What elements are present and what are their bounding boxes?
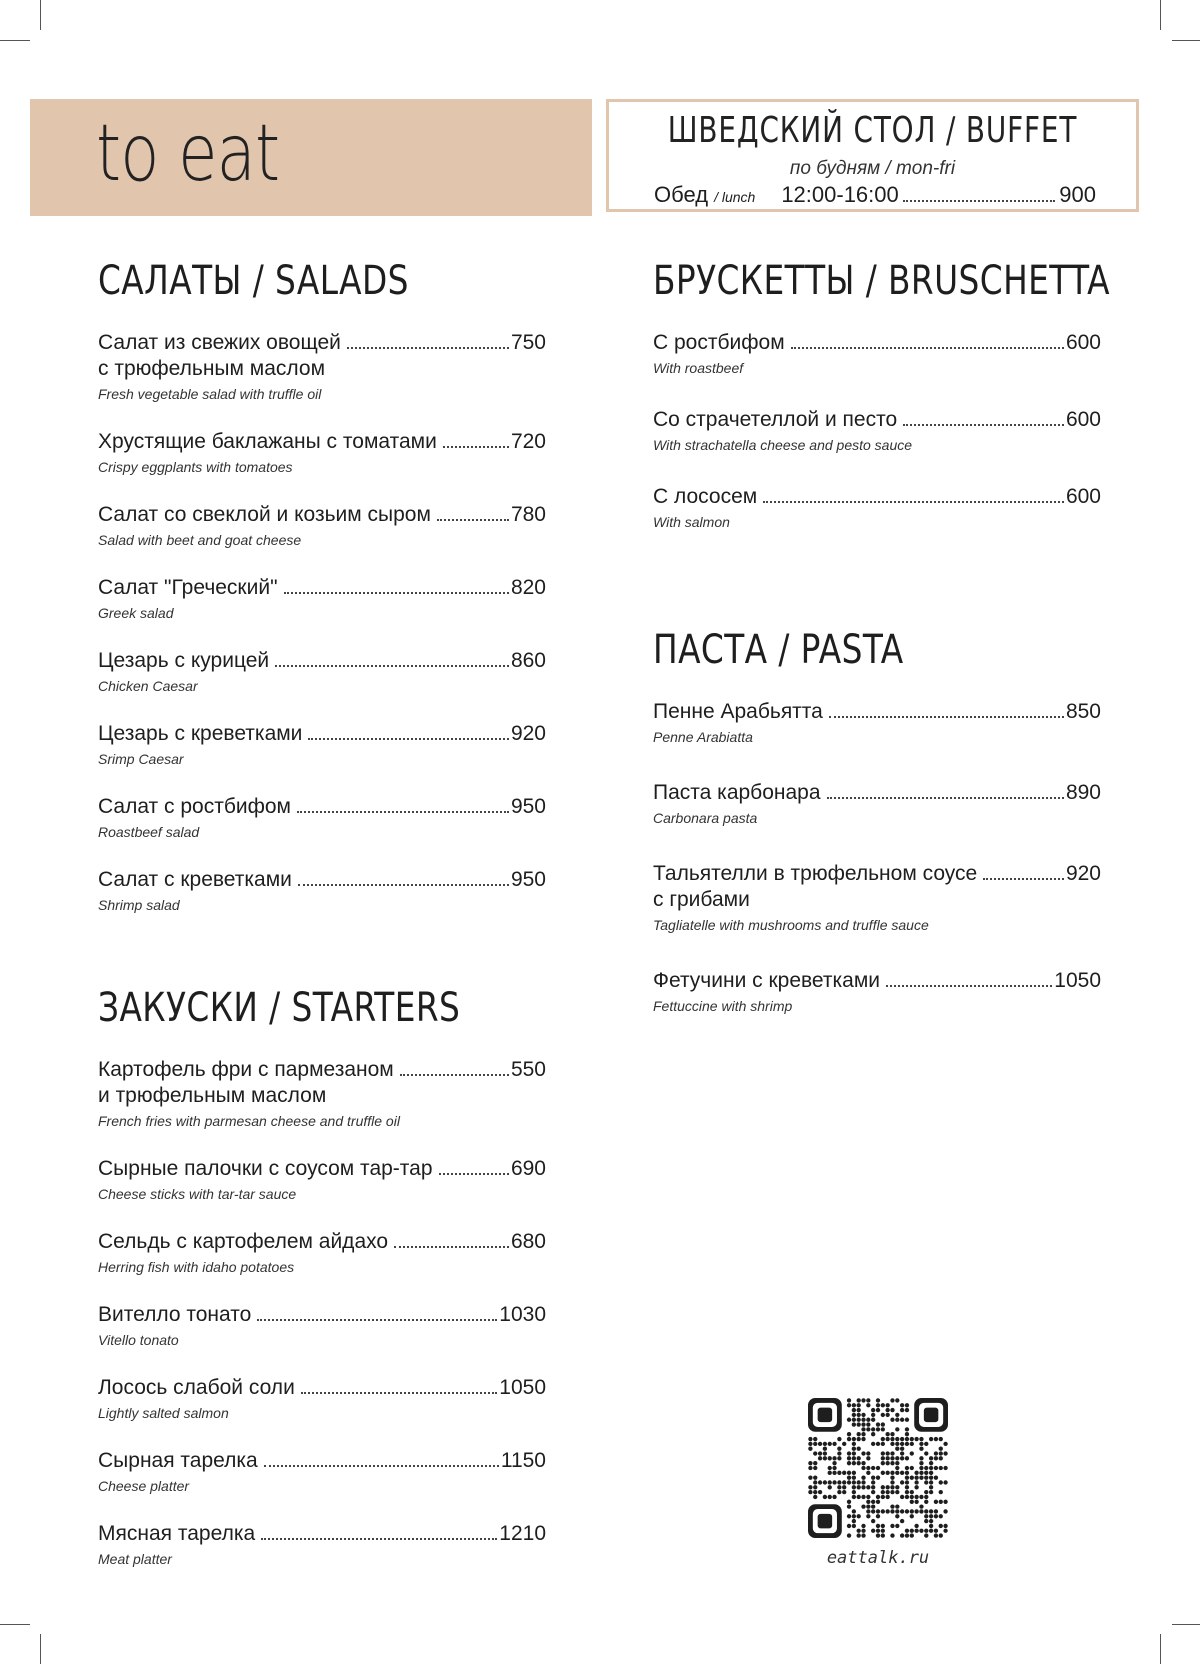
menu-item-name: Картофель фри с пармезаном и трюфельным маслом bbox=[98, 1058, 394, 1107]
menu-item-name: Салат со свеклой и козьим сыром bbox=[98, 503, 431, 526]
dot-leader bbox=[308, 738, 509, 740]
menu-item-name: Фетучини с креветками bbox=[653, 969, 881, 992]
menu-item-row bbox=[98, 794, 546, 820]
buffet-subtitle: по будням / mon-fri bbox=[789, 158, 956, 179]
menu-item-name: Салат "Греческий" bbox=[98, 576, 278, 599]
menu-item-name: Вителло тонато bbox=[98, 1303, 252, 1326]
menu-item bbox=[98, 1302, 546, 1349]
menu-item-english: Shrimp salad bbox=[98, 897, 180, 913]
menu-item-price: 600 bbox=[1065, 485, 1101, 508]
dot-leader bbox=[257, 1319, 497, 1321]
menu-item bbox=[98, 1229, 546, 1276]
menu-item bbox=[653, 780, 1101, 827]
menu-item-english: Cheese platter bbox=[98, 1478, 190, 1494]
menu-item bbox=[98, 1521, 546, 1568]
menu-item bbox=[98, 1448, 546, 1495]
menu-item-name: Салат с ростбифом bbox=[98, 795, 291, 818]
starters-list bbox=[98, 1057, 546, 1568]
dot-leader bbox=[284, 592, 509, 594]
menu-item-price: 920 bbox=[510, 722, 546, 745]
menu-item-price: 1150 bbox=[500, 1449, 546, 1472]
menu-item-name: Сельдь с картофелем айдахо bbox=[98, 1230, 389, 1253]
buffet-label: Обед bbox=[654, 182, 709, 207]
menu-item bbox=[653, 968, 1101, 1015]
menu-item bbox=[653, 330, 1101, 377]
menu-item-row bbox=[98, 1302, 546, 1328]
buffet-label-en: / lunch bbox=[714, 189, 756, 205]
menu-item-name: Со страчетеллой и песто bbox=[653, 408, 898, 431]
buffet-price: 900 bbox=[1059, 182, 1096, 207]
dot-leader bbox=[261, 1538, 497, 1540]
menu-item-price: 550 bbox=[510, 1058, 546, 1081]
menu-item-row bbox=[98, 1229, 546, 1255]
buffet-box bbox=[606, 99, 1139, 212]
menu-item-row bbox=[653, 699, 1101, 725]
starters-section bbox=[98, 985, 546, 1568]
menu-item-english: Carbonara pasta bbox=[653, 810, 758, 826]
menu-item-english: Crispy eggplants with tomatoes bbox=[98, 459, 293, 475]
website-link[interactable]: eattalk.ru bbox=[826, 1548, 930, 1568]
buffet-title: ШВЕДСКИЙ СТОЛ / BUFFET bbox=[667, 110, 1078, 151]
menu-item-english: Greek salad bbox=[98, 605, 174, 621]
crop-mark bbox=[1172, 1624, 1200, 1625]
page-title: to eat bbox=[96, 109, 280, 199]
menu-item-english: Chicken Caesar bbox=[98, 678, 198, 694]
menu-item bbox=[98, 330, 546, 403]
buffet-lunch-line bbox=[654, 182, 1096, 208]
menu-item bbox=[98, 1375, 546, 1422]
pasta-list bbox=[653, 699, 1101, 1015]
dot-leader bbox=[394, 1246, 509, 1248]
section-title: ПАСТА / PASTA bbox=[653, 627, 904, 673]
menu-item-row bbox=[98, 575, 546, 601]
menu-item-price: 680 bbox=[510, 1230, 546, 1253]
salads-section bbox=[98, 258, 546, 914]
menu-item-price: 750 bbox=[510, 331, 546, 354]
menu-item-name: Сырная тарелка bbox=[98, 1449, 258, 1472]
menu-item-english: French fries with parmesan cheese and truffle oil bbox=[98, 1113, 400, 1129]
dot-leader bbox=[297, 811, 509, 813]
crop-mark bbox=[40, 0, 41, 30]
menu-item-price: 600 bbox=[1065, 408, 1101, 431]
crop-mark bbox=[1160, 1634, 1161, 1664]
menu-item-english: Meat platter bbox=[98, 1551, 172, 1567]
menu-item-english: Cheese sticks with tar-tar sauce bbox=[98, 1186, 297, 1202]
menu-item bbox=[98, 721, 546, 768]
buffet-time: 12:00-16:00 bbox=[781, 182, 899, 207]
menu-item-row bbox=[98, 429, 546, 455]
crop-mark bbox=[40, 1634, 41, 1664]
bruschetta-section bbox=[653, 258, 1110, 531]
crop-mark bbox=[1160, 0, 1161, 30]
menu-item-row bbox=[98, 1375, 546, 1401]
crop-mark bbox=[1172, 40, 1200, 41]
dot-leader bbox=[829, 716, 1064, 718]
menu-item-price: 780 bbox=[510, 503, 546, 526]
menu-item-row bbox=[98, 330, 546, 382]
menu-item-price: 890 bbox=[1065, 781, 1101, 804]
menu-item-english: Srimp Caesar bbox=[98, 751, 184, 767]
menu-item-name: Хрустящие баклажаны с томатами bbox=[98, 430, 437, 453]
dot-leader bbox=[275, 665, 509, 667]
dot-leader bbox=[903, 200, 1056, 202]
dot-leader bbox=[903, 424, 1064, 426]
dot-leader bbox=[347, 347, 509, 349]
menu-item-row bbox=[653, 780, 1101, 806]
menu-item bbox=[653, 699, 1101, 746]
menu-item bbox=[98, 867, 546, 914]
menu-item-name: Паста карбонара bbox=[653, 781, 821, 804]
menu-item-price: 820 bbox=[510, 576, 546, 599]
menu-item-english: Salad with beet and goat cheese bbox=[98, 532, 302, 548]
menu-item-name: Салат с креветками bbox=[98, 868, 292, 891]
dot-leader bbox=[763, 501, 1064, 503]
dot-leader bbox=[886, 985, 1052, 987]
qr-code-icon[interactable] bbox=[808, 1398, 948, 1538]
menu-item-english: Roastbeef salad bbox=[98, 824, 200, 840]
menu-item-english: Fettuccine with shrimp bbox=[653, 998, 793, 1014]
menu-item bbox=[653, 484, 1101, 531]
section-title: САЛАТЫ / SALADS bbox=[98, 258, 409, 304]
menu-item-row bbox=[653, 861, 1101, 913]
dot-leader bbox=[437, 519, 509, 521]
menu-item-price: 1050 bbox=[499, 1376, 546, 1399]
menu-item-name: Пенне Арабьятта bbox=[653, 700, 823, 723]
bruschetta-list bbox=[653, 330, 1101, 531]
menu-item-row bbox=[98, 1448, 546, 1474]
menu-item-name: Тальятелли в трюфельном соусе с грибами bbox=[653, 862, 978, 911]
dot-leader bbox=[400, 1074, 509, 1076]
menu-item-row bbox=[653, 968, 1101, 994]
menu-item-english: With strachatella cheese and pesto sauce bbox=[653, 437, 913, 453]
menu-item-price: 1050 bbox=[1054, 969, 1101, 992]
menu-item bbox=[98, 794, 546, 841]
section-title: ЗАКУСКИ / STARTERS bbox=[98, 985, 461, 1031]
salads-list bbox=[98, 330, 546, 914]
menu-item-name: С лососем bbox=[653, 485, 758, 508]
crop-mark bbox=[0, 40, 30, 41]
menu-item-price: 600 bbox=[1065, 331, 1101, 354]
menu-item-price: 720 bbox=[510, 430, 546, 453]
menu-item-price: 1030 bbox=[499, 1303, 546, 1326]
dot-leader bbox=[827, 797, 1064, 799]
menu-item-english: Vitello tonato bbox=[98, 1332, 179, 1348]
menu-item bbox=[653, 407, 1101, 454]
menu-item bbox=[98, 648, 546, 695]
menu-item-name: С ростбифом bbox=[653, 331, 785, 354]
dot-leader bbox=[301, 1392, 497, 1394]
menu-item bbox=[98, 1156, 546, 1203]
title-band bbox=[30, 99, 592, 216]
dot-leader bbox=[264, 1465, 499, 1467]
menu-item-row bbox=[98, 1156, 546, 1182]
menu-item-english: Penne Arabiatta bbox=[653, 729, 753, 745]
menu-item-name: Лосось слабой соли bbox=[98, 1376, 295, 1399]
menu-item-row bbox=[653, 330, 1101, 356]
menu-item-row bbox=[98, 1057, 546, 1109]
menu-item-row bbox=[653, 484, 1101, 510]
menu-item-row bbox=[98, 867, 546, 893]
menu-item-english: Fresh vegetable salad with truffle oil bbox=[98, 386, 322, 402]
menu-item bbox=[98, 1057, 546, 1130]
menu-item-english: With salmon bbox=[653, 514, 730, 530]
menu-item bbox=[653, 861, 1101, 934]
dot-leader bbox=[298, 884, 509, 886]
menu-item-price: 1210 bbox=[499, 1522, 546, 1545]
menu-item-price: 920 bbox=[1065, 862, 1101, 885]
menu-item bbox=[98, 502, 546, 549]
section-title: БРУСКЕТТЫ / BRUSCHETTA bbox=[653, 258, 1110, 304]
menu-item-name: Цезарь с курицей bbox=[98, 649, 270, 672]
menu-item-price: 690 bbox=[510, 1157, 546, 1180]
dot-leader bbox=[791, 347, 1064, 349]
menu-item bbox=[98, 429, 546, 476]
menu-item-name: Мясная тарелка bbox=[98, 1522, 256, 1545]
menu-item-name: Сырные палочки с соусом тар-тар bbox=[98, 1157, 433, 1180]
menu-item-row bbox=[98, 721, 546, 747]
menu-item-name: Цезарь с креветками bbox=[98, 722, 303, 745]
menu-item bbox=[98, 575, 546, 622]
menu-item-english: Tagliatelle with mushrooms and truffle sauce bbox=[653, 917, 929, 933]
menu-item-english: Herring fish with idaho potatoes bbox=[98, 1259, 295, 1275]
crop-mark bbox=[0, 1624, 30, 1625]
dot-leader bbox=[439, 1173, 509, 1175]
menu-item-row bbox=[98, 502, 546, 528]
menu-item-row bbox=[653, 407, 1101, 433]
menu-item-english: Lightly salted salmon bbox=[98, 1405, 229, 1421]
dot-leader bbox=[443, 446, 509, 448]
menu-item-row bbox=[98, 648, 546, 674]
menu-item-name: Салат из свежих овощей с трюфельным маслом bbox=[98, 331, 341, 380]
menu-item-english: With roastbeef bbox=[653, 360, 744, 376]
menu-item-row bbox=[98, 1521, 546, 1547]
pasta-section bbox=[653, 627, 1101, 1015]
menu-item-price: 850 bbox=[1065, 700, 1101, 723]
dot-leader bbox=[983, 878, 1064, 880]
menu-item-price: 950 bbox=[510, 868, 546, 891]
menu-item-price: 860 bbox=[510, 649, 546, 672]
menu-item-price: 950 bbox=[510, 795, 546, 818]
